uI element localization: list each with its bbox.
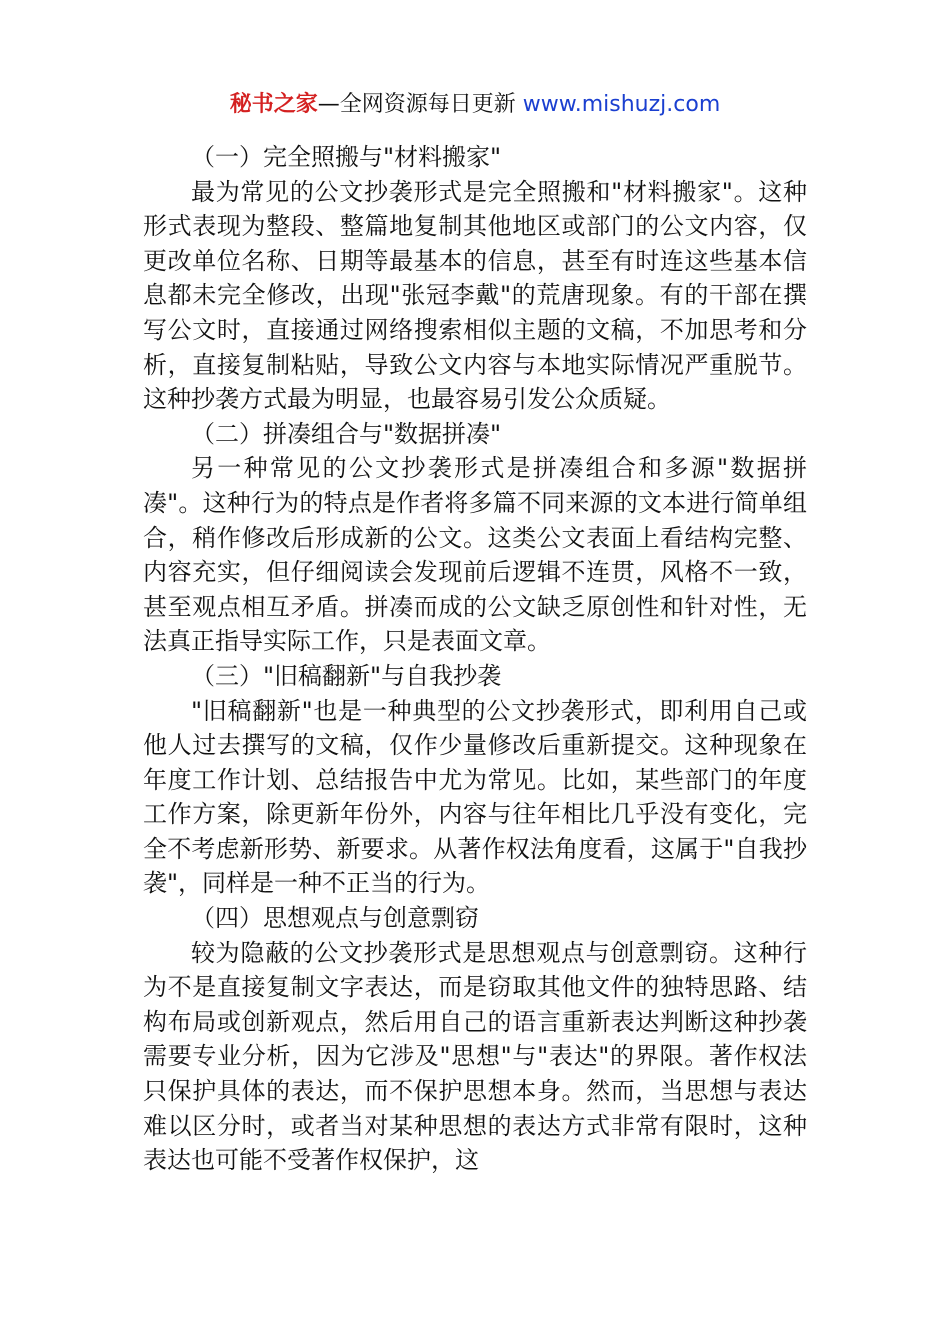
site-url-link[interactable]: www.mishuzj.com <box>522 92 721 117</box>
page-header <box>0 88 950 122</box>
section-paragraph-1: 最为常见的公文抄袭形式是完全照搬和"材料搬家"。这种形式表现为整段、整篇地复制其他地区或部门的公文内容，仅更改单位名称、日期等最基本的信息，甚至有时连这些基本信息都未完全修改，出现"张冠李戴"的荒唐现象。有的干部在撰写公文时，直接通过网络搜索相似主题的文稿，不加思考和分析，直接复制粘贴，导致公文内容与本地实际情况严重脱节。这种抄袭方式最为明显，也最容易引发公众质疑。 <box>143 177 807 414</box>
section-heading-3: （三）"旧稿翻新"与自我抄袭 <box>191 661 502 690</box>
brand-name: 秘书之家 <box>229 92 318 117</box>
section-heading-1: （一）完全照搬与"材料搬家" <box>191 143 502 171</box>
header-tagline: —全网资源每日更新 <box>317 92 516 117</box>
section-paragraph-3: "旧稿翻新"也是一种典型的公文抄袭形式，即利用自己或他人过去撰写的文稿，仅作少量修改后重新提交。这种现象在年度工作计划、总结报告中尤为常见。比如，某些部门的年度工作方案，除更新年份外，内容与往年相比几乎没有变化，完全不考虑新形势、新要求。从著作权法角度看，这属于"自我抄袭"，同样是一种不正当的行为。 <box>143 696 807 898</box>
document-body <box>143 140 807 1178</box>
section-heading-4: （四）思想观点与创意剽窃 <box>191 904 479 933</box>
section-paragraph-4: 较为隐蔽的公文抄袭形式是思想观点与创意剽窃。这种行为不是直接复制文字表达，而是窃取其他文件的独特思路、结构布局或创新观点，然后用自己的语言重新表达判断这种抄袭需要专业分析，因为它涉及"思想"与"表达"的界限。著作权法只保护具体的表达，而不保护思想本身。然而，当思想与表达难以区分时，或者当对某种思想的表达方式非常有限时，这种表达也可能不受著作权保护，这 <box>143 938 807 1175</box>
section-heading-2: （二）拼凑组合与"数据拼凑" <box>191 419 502 448</box>
section-paragraph-2: 另一种常见的公文抄袭形式是拼凑组合和多源"数据拼凑"。这种行为的特点是作者将多篇不同来源的文本进行简单组合，稍作修改后形成新的公文。这类公文表面上看结构完整、内容充实，但仔细阅读会发现前后逻辑不连贯，风格不一致，甚至观点相互矛盾。拼凑而成的公文缺乏原创性和针对性，无法真正指导实际工作，只是表面文章。 <box>143 454 807 656</box>
